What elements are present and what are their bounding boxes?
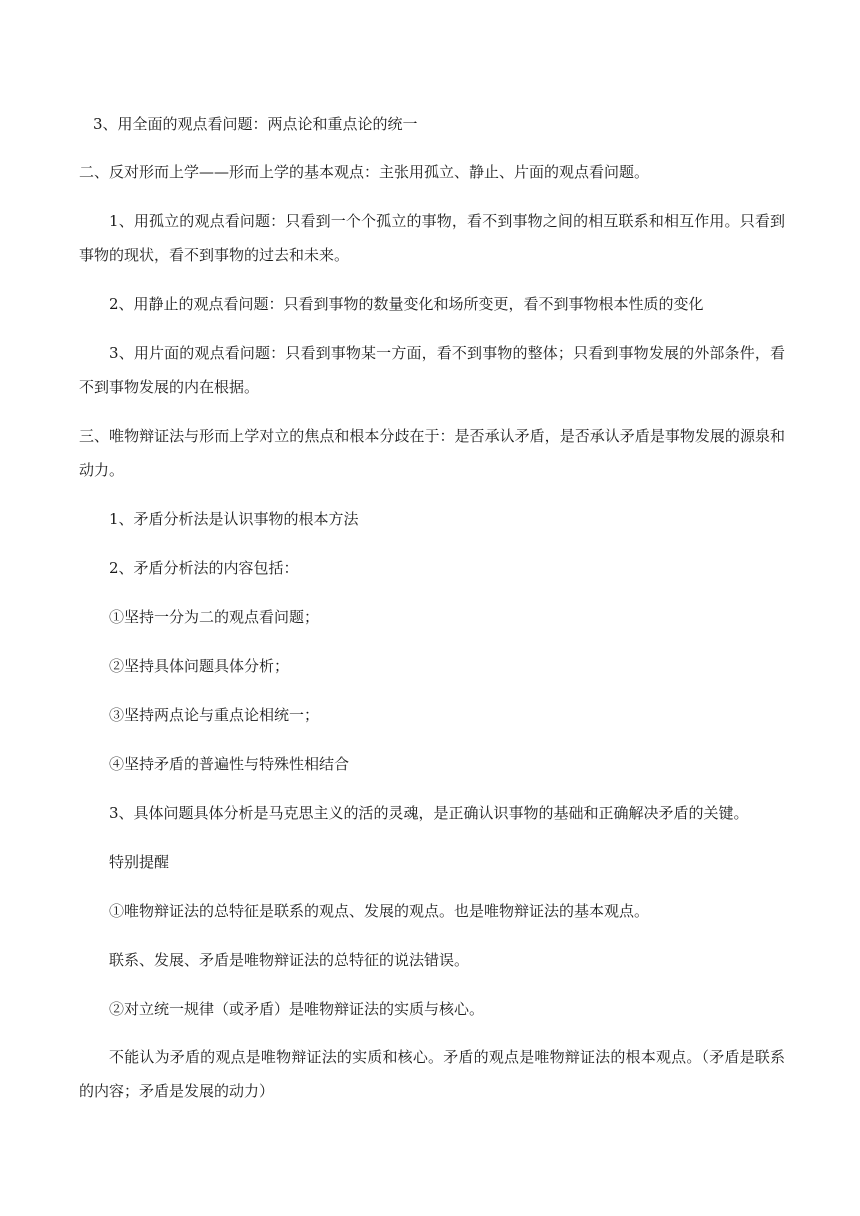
reminder-item-unity-of-opposites: ②对立统一规律（或矛盾）是唯物辩证法的实质与核心。 (109, 1000, 485, 1018)
list-item-concrete-analysis: ②坚持具体问题具体分析； (109, 657, 290, 675)
heading-oppose-metaphysics: 二、反对形而上学——形而上学的基本观点：主张用孤立、静止、片面的观点看问题。 (79, 163, 650, 181)
heading-dialectics-vs-metaphysics: 三、唯物辩证法与形而上学对立的焦点和根本分歧在于：是否承认矛盾，是否承认矛盾是事物发展的源泉和动力。 (79, 427, 785, 479)
list-item-one-divides-into-two: ①坚持一分为二的观点看问题； (109, 608, 320, 626)
reminder-note-error-statement: 联系、发展、矛盾是唯物辩证法的总特征的说法错误。 (109, 951, 470, 969)
reminder-item-general-feature: ①唯物辩证法的总特征是联系的观点、发展的观点。也是唯物辩证法的基本观点。 (109, 902, 650, 920)
paragraph-static-view: 2、用静止的观点看问题：只看到事物的数量变化和场所变更，看不到事物根本性质的变化 (109, 295, 704, 313)
special-reminder-heading: 特别提醒 (109, 853, 170, 871)
paragraph-isolated-view: 1、用孤立的观点看问题：只看到一个个孤立的事物，看不到事物之间的相互联系和相互作用。只看到事物的现状，看不到事物的过去和未来。 (79, 212, 785, 264)
list-item-two-point-theory: ③坚持两点论与重点论相统一； (109, 706, 320, 724)
reminder-note-contradiction-viewpoint: 不能认为矛盾的观点是唯物辩证法的实质和核心。矛盾的观点是唯物辩证法的根本观点。（矛盾是联系的内容；矛盾是发展的动力） (79, 1048, 785, 1100)
list-item-universality-particularity: ④坚持矛盾的普遍性与特殊性相结合 (109, 755, 350, 773)
paragraph-comprehensive-view: 3、用全面的观点看问题：两点论和重点论的统一 (93, 115, 418, 133)
paragraph-living-soul: 3、具体问题具体分析是马克思主义的活的灵魂，是正确认识事物的基础和正确解决矛盾的关键。 (109, 804, 749, 822)
paragraph-contradiction-analysis-method: 1、矛盾分析法是认识事物的根本方法 (109, 510, 359, 528)
paragraph-analysis-contents: 2、矛盾分析法的内容包括： (109, 559, 299, 577)
paragraph-one-sided-view: 3、用片面的观点看问题：只看到事物某一方面，看不到事物的整体；只看到事物发展的外部条件，看不到事物发展的内在根据。 (79, 344, 785, 396)
